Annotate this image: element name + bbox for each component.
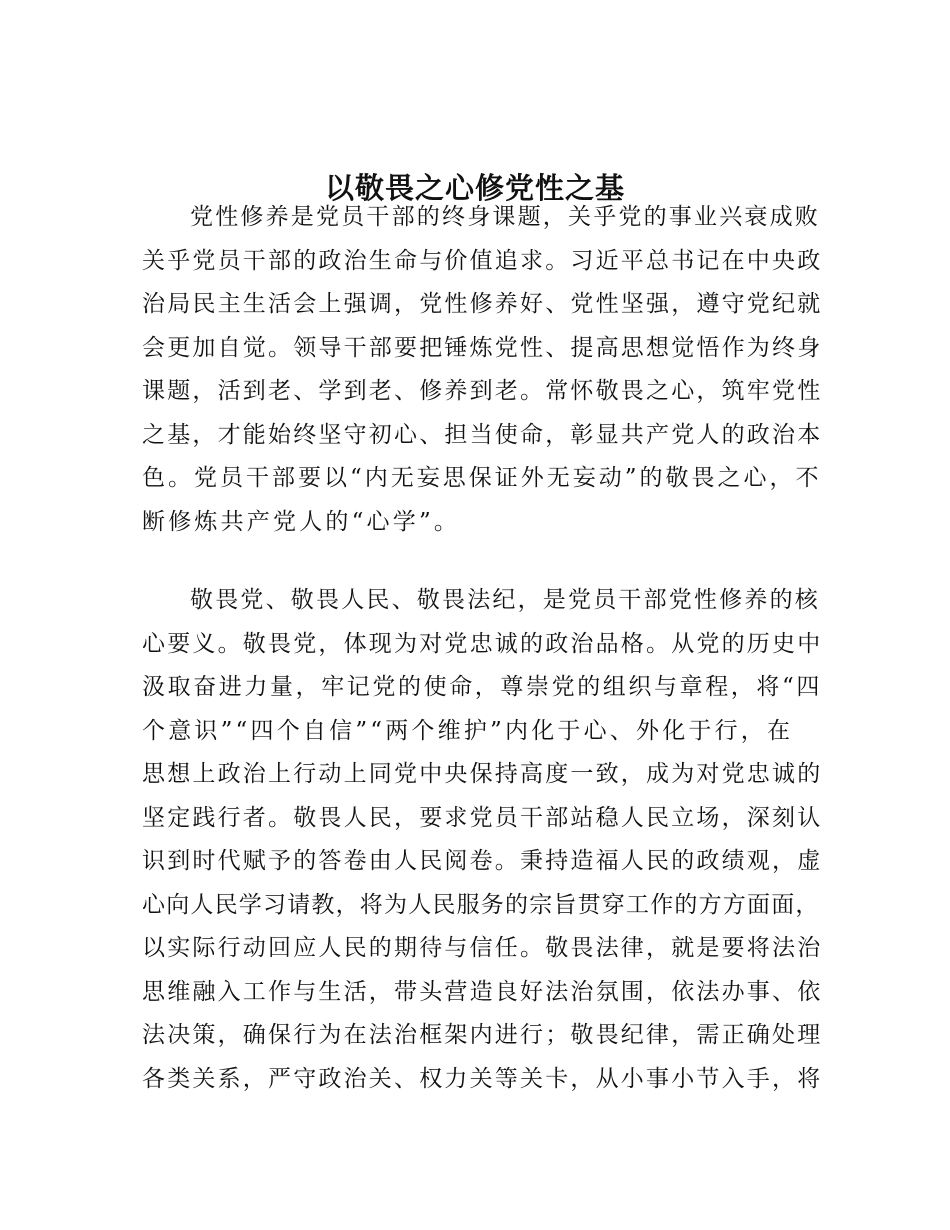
paragraph-line: 汲取奋进力量，牢记党的使命，尊崇党的组织与章程，将“四 [142,674,822,700]
page-title: 以敬畏之心修党性之基 [324,171,625,205]
paragraph-line: 课题，活到老、学到老、修养到老。常怀敬畏之心，筑牢党性 [142,378,823,404]
paragraph-line: 思维融入工作与生活，带头营造良好法治氛围，依法办事、依 [142,978,823,1005]
paragraph-line: 各类关系，严守政治关、权力关等关卡，从小事小节入手，将 [142,1065,823,1092]
paragraph-line: 思想上政治上行动上同党中央保持高度一致，成为对党忠诚的 [142,761,823,787]
paragraph-2 [142,579,822,1101]
paragraph-line: 党性修养是党员干部的终身课题，关乎党的事业兴衰成败 [190,204,820,230]
paragraph-line: 关乎党员干部的政治生命与价值追求。习近平总书记在中央政 [142,247,823,274]
paragraph-line: 会更加自觉。领导干部要把锤炼党性、提高思想觉悟作为终身 [142,334,823,361]
paragraph-line: 以实际行动回应人民的期待与信任。敬畏法律，就是要将法治 [142,935,823,961]
paragraph-line: 心要义。敬畏党，体现为对党忠诚的政治品格。从党的历史中 [142,630,823,657]
paragraph-line: 识到时代赋予的答卷由人民阅卷。秉持造福人民的政绩观，虚 [142,848,823,874]
paragraph-line: 个意识”“四个自信”“两个维护”内化于心、外化于行，在 [142,717,794,744]
paragraph-line: 坚定践行者。敬畏人民，要求党员干部站稳人民立场，深刻认 [142,804,823,831]
paragraph-line: 法决策，确保行为在法治框架内进行；敬畏纪律，需正确处理 [142,1022,823,1048]
paragraph-line: 敬畏党、敬畏人民、敬畏法纪，是党员干部党性修养的核 [190,587,820,613]
paragraph-1 [142,196,822,544]
paragraph-line: 色。党员干部要以“内无妄思保证外无妄动”的敬畏之心，不 [142,465,822,491]
paragraph-line: 断修炼共产党人的“心学”。 [142,508,461,535]
paragraph-line: 之基，才能始终坚守初心、担当使命，彰显共产党人的政治本 [142,421,823,448]
paragraph-line: 治局民主生活会上强调，党性修养好、党性坚强，遵守党纪就 [142,291,823,317]
paragraph-line: 心向人民学习请教，将为人民服务的宗旨贯穿工作的方方面面， [142,891,820,918]
